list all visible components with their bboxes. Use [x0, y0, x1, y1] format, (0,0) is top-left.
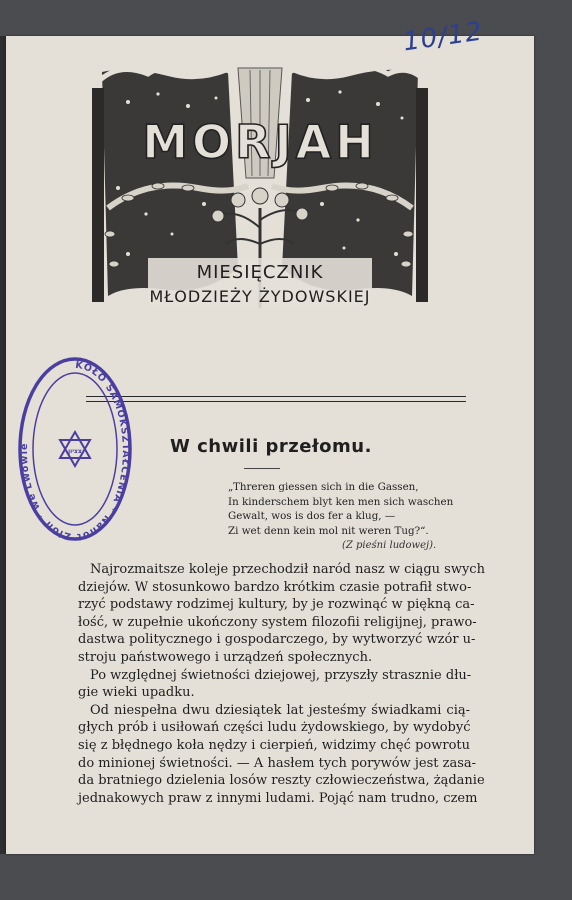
article-heading: W chwili przełomu.	[170, 436, 372, 457]
paragraph	[78, 561, 485, 667]
paragraph	[78, 667, 470, 702]
text-line: do minionej świetności. — A hasłem tych porywów jest zasa-	[78, 755, 477, 771]
epigraph	[228, 480, 468, 538]
stamp-ring-text: KOŁO SAMOKSZTAŁCENIA * Nanot Zion * we Lwowie	[18, 359, 132, 543]
masthead-subtitle-1: MIESIĘCZNIK	[196, 262, 324, 283]
divider-rule-top	[86, 396, 466, 397]
masthead-subtitle-2: MŁODZIEŻY ŻYDOWSKIEJ	[149, 287, 371, 306]
divider-rule-bottom	[86, 401, 466, 402]
epigraph-line: Zi wet denn kein mol nit weren Tug?“.	[228, 524, 429, 537]
epigraph-line: „Threren giessen sich in die Gassen,	[228, 481, 419, 493]
text-line: się z błędnego koła nędzy i cierpień, widzimy chęć powrotu	[78, 737, 470, 753]
text-line: da bratniego dzielenia losów reszty człowieczeństwa, żądanie	[78, 773, 485, 789]
text-line: Od niespełna dwu dziesiątek lat jesteśmy świadkami cią-	[90, 702, 470, 718]
handwritten-catalog-note: 10/12	[401, 16, 485, 58]
text-line: stroju państwowego i urządzeń społecznych.	[78, 649, 373, 665]
text-line: łość, w zupełnie ukończony system filozofii religijnej, prawo-	[78, 614, 477, 630]
text-line: Najrozmaitsze koleje przechodził naród nasz w ciągu swych	[90, 562, 485, 577]
epigraph-line: Gewalt, wos is dos fer a klug, —	[228, 510, 396, 522]
epigraph-line: In kinderschem blyt ken men sich waschen	[228, 495, 454, 508]
heading-dash	[244, 468, 280, 469]
text-line: jednakowych praw z innymi ludami. Pojąć nam trudno, czem	[78, 790, 478, 806]
stamp-center-text: צציון	[68, 448, 82, 455]
library-stamp	[16, 354, 134, 544]
paragraph	[78, 702, 485, 808]
text-line: głych prób i usiłowań części ludu żydowskiego, by wydobyć	[78, 720, 471, 736]
masthead-title: MORJAH	[142, 115, 378, 169]
text-line: rzyć podstawy rodzimej kultury, by je rozwinąć w piękną ca-	[78, 597, 475, 613]
masthead-illustration	[88, 58, 432, 310]
text-line: Po względnej świetności dziejowej, przyszły strasznie dłu-	[90, 667, 472, 683]
text-line: dastwa politycznego i gospodarczego, by wytworzyć wzór u-	[78, 632, 476, 648]
article-body	[78, 561, 485, 807]
text-line: gie wieki upadku.	[78, 685, 195, 701]
text-line: dziejów. W stosunkowo bardzo krótkim czasie potrafił stwo-	[78, 579, 472, 595]
epigraph-source: (Z pieśni ludowej).	[342, 540, 437, 551]
